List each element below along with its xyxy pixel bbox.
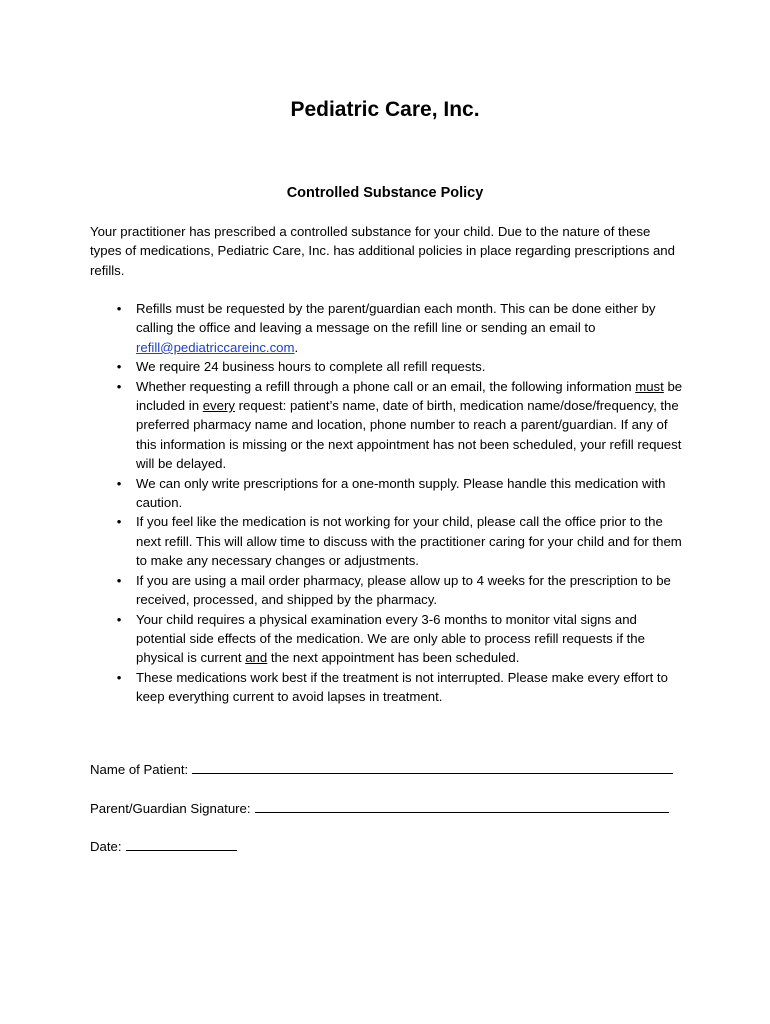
policy-title: Controlled Substance Policy [286, 185, 484, 201]
list-item-text: We can only write prescriptions for a one-month supply. Please handle this medication with caution. [136, 475, 666, 511]
signature-row [90, 799, 669, 818]
bullet-icon: • [116, 301, 122, 316]
policy-list [90, 299, 690, 707]
list-item-text: If you are using a mail order pharmacy, please allow up to 4 weeks for the prescription to be received, processed, and shipped by the pharmacy. [136, 572, 671, 608]
bullet-icon: • [116, 669, 122, 685]
patient-name-label: Name of Patient: [90, 762, 189, 777]
email-link[interactable]: refill@pediatriccareinc.com [136, 339, 295, 355]
list-item-text: Your child requires a physical examination every 3-6 months to monitor vital signs and potential side effects of the medication. We are only able to process refill requests if the physical is current [136, 611, 645, 666]
list-item [90, 474, 690, 513]
list-item-text: . [294, 339, 299, 355]
bullet-icon: • [116, 475, 122, 491]
date-field[interactable] [126, 838, 237, 851]
date-label: Date: [90, 839, 122, 854]
org-title: Pediatric Care, Inc. [290, 98, 480, 121]
list-item [90, 377, 690, 474]
list-item-text: These medications work best if the treatment is not interrupted. Please make every effort to keep everything current to avoid lapses in treatment. [136, 669, 668, 705]
bullet-icon: • [116, 359, 122, 375]
list-item [90, 512, 690, 570]
bullet-icon: • [116, 378, 122, 394]
list-item-text: request: patient’s name, date of birth, medication name/dose/frequency, the preferred pharmacy name and location, phone number to reach a parent/guardian. If any of this information is missing or the next appointment has not been scheduled, your refill request will be delayed. [136, 398, 682, 472]
list-item-text: Whether requesting a refill through a phone call or an email, the following information [136, 378, 636, 394]
patient-name-field[interactable] [192, 761, 673, 774]
signature-label: Parent/Guardian Signature: [90, 801, 251, 816]
list-item-text: Refills must be requested by the parent/guardian each month. This can be done either by calling the office and leaving a message on the refill line or sending an email to [136, 301, 656, 336]
signature-field[interactable] [255, 800, 669, 813]
emphasis-and: and [245, 650, 268, 666]
emphasis-every: every [202, 398, 235, 414]
date-row [90, 837, 237, 856]
intro-paragraph: Your practitioner has prescribed a controlled substance for your child. Due to the nature of these types of medications, Pediatric Care, Inc. has additional policies in place regarding prescriptions and refills. [90, 224, 675, 278]
list-item-text: If you feel like the medication is not working for your child, please call the office prior to the next refill. This will allow time to discuss with the practitioner caring for your child and for them to make any necessary changes or adjustments. [136, 514, 682, 569]
patient-name-row [90, 760, 673, 779]
list-item [90, 357, 690, 376]
list-item [90, 571, 690, 610]
emphasis-must: must [635, 378, 664, 394]
list-item [90, 668, 690, 707]
list-item [90, 610, 690, 668]
list-item-text: the next appointment has been scheduled. [267, 650, 520, 666]
list-item-text: We require 24 business hours to complete all refill requests. [136, 359, 486, 375]
bullet-icon: • [116, 611, 122, 627]
list-item-text: be included in [136, 378, 683, 414]
bullet-icon: • [116, 514, 122, 530]
bullet-icon: • [116, 572, 122, 588]
list-item [90, 299, 690, 357]
